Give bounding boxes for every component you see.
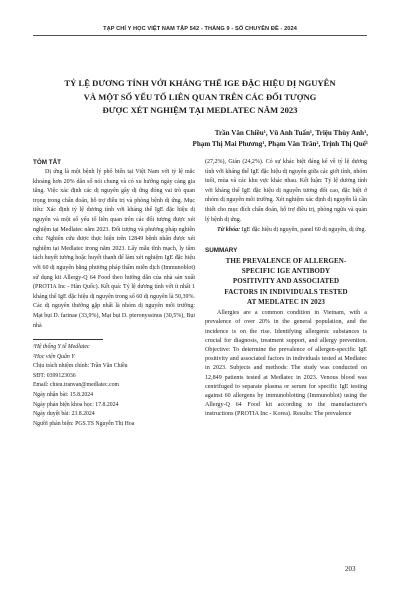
abstract-body: Dị ứng là một bệnh lý phổ biến tại Việt Nam với tỷ lệ mắc khoảng hơn 20% dân số nói chung và có xu hướng ngày càng gia tăng. Việc xác định các dị nguyên gây dị ứng đóng vai trò quan trọng trong chẩn đoán, hỗ trợ điều trị và phòng bệnh dị ứng. Mục tiêu: Xác định tỷ lệ dương tính với kháng thể IgE đặc hiệu dị nguyên và một số yếu tố liên quan trên các đối tượng được xét nghiệm tại Medlatec năm 2023. Đối tượng và phương pháp nghiên cứu: Nghiên cứu được thực hiện trên 12849 bệnh nhân được xét nghiệm tại Medlatec trong năm 2023. Lấy mẫu tĩnh mạch, ly tâm tách huyết tương hoặc huyết thanh để làm xét nghiệm IgE đặc hiệu với 60 dị nguyên bằng phương pháp thấm miễn dịch (Immunoblot) sử dụng kit Allergy-Q 64 Food theo hướng dẫn của nhà sản xuất (PROTIA Inc - Hàn Quốc). Kết quả: Tỷ lệ dương tính với ít nhất 1 kháng thể IgE đặc hiệu dị nguyên trong số 60 dị nguyên là 50,39%. Các dị nguyên thường gặp nhất là nhóm dị nguyên môi trường: Mạt bụi D. farinae (33,9%), Mạt bụi D. pteronyssinus (30,5%), Bụi nhà — [33, 169, 195, 329]
author-list — [140, 128, 368, 149]
journal-header: TẠP CHÍ Y HỌC VIỆT NAM TẬP 542 - THÁNG 9 - SỐ CHUYÊN ĐỀ - 2024 — [103, 26, 297, 32]
english-title-line: SPECIFIC IGE ANTIBODY — [241, 267, 331, 276]
english-title-line: AT MEDLATEC IN 2023 — [247, 297, 325, 306]
author-line: Trần Văn Chiều¹, Vũ Anh Tuấn¹, Triệu Thùy Anh¹, — [214, 129, 368, 137]
left-column — [33, 158, 195, 429]
abstract-heading: TÓM TẮT — [33, 159, 61, 166]
footnote-divider — [33, 339, 103, 340]
article-title — [33, 77, 367, 118]
page-number: 203 — [345, 565, 356, 573]
phone-number: SĐT: 0399123036 — [33, 372, 76, 379]
abstract-continuation: (27,2%), Gián (24,2%). Có sự khác biệt đáng kể về tỷ lệ dương tính với kháng thể IgE đặc hiệu dị nguyên giữa các giới tính, nhóm tuổi, mùa và các khu vực khác nhau. Kết luận: Tỷ lệ dương tính với kháng thể IgE đặc hiệu dị nguyên tương đối cao, đặc biệt ở nhóm dị nguyên môi trường. Xét nghiệm xác định dị nguyên là cần thiết cho mục đích chẩn đoán, hỗ trợ điều trị, phòng ngừa và quản lý bệnh dị ứng. — [205, 159, 367, 223]
title-line: ĐƯỢC XÉT NGHIỆM TẠI MEDLATEC NĂM 2023 — [102, 105, 298, 115]
title-line: VÀ MỘT SỐ YẾU TỐ LIÊN QUAN TRÊN CÁC ĐỐI TƯỢNG — [83, 91, 317, 102]
affiliation-2: ²Học viện Quân Y — [33, 353, 75, 360]
corresponding-author: Chịu trách nhiệm chính: Trần Văn Chiều — [33, 363, 128, 370]
keywords-text: IgE đặc hiệu dị nguyên, panel 60 dị nguyên, dị ứng. — [240, 227, 367, 234]
received-date: Ngày nhận bài: 15.8.2024 — [33, 392, 94, 399]
english-title-line: THE PREVALENCE OF ALLERGEN- — [225, 256, 347, 265]
right-column — [205, 158, 367, 420]
summary-heading: SUMMARY — [205, 246, 238, 254]
email-address: Email: chieu.tranvan@medlatec.com — [33, 382, 119, 389]
review-date: Ngày phản biện khoa học: 17.8.2024 — [33, 401, 119, 408]
summary-body: Allergies are a common condition in Vietnam, with a prevalence of over 20% in the general population, and the incidence is on the rise. Identifying allergenic substances is crucial for diagnosis, treatment support, and allergy prevention. Objective: To determine the prevalence of allergen-specific IgE positivity and associated factors in individuals tested at Medlatec in 2023. Subjects and methods: The study was conducted on 12,849 patients tested at Medlatec in 2023. Venous blood was centrifuged to separate plasma or serum for specific IgE testing against 60 allergens by immunoblotting (Immunoblot) using the Allergy-Q 64 Food kit according to the manufacturer's instructions (PROTIA Inc - Korea). Results: The prevalence — [205, 310, 367, 418]
author-line: Phạm Thị Mai Phương¹, Phạm Văn Trân², Trịnh Thị Quế¹ — [192, 139, 368, 148]
reviewer-name: Người phản biện: PGS.TS Nguyễn Thị Hoa — [33, 420, 135, 427]
english-title — [205, 256, 367, 307]
english-title-line: FACTORS IN INDIVIDUALS TESTED — [224, 287, 348, 296]
affiliation-1: ¹Hệ thống Y tế Medlatec — [33, 344, 90, 351]
keywords-label: Từ khóa: — [217, 227, 241, 234]
english-title-line: POSITIVITY AND ASSOCIATED — [232, 277, 340, 286]
header-divider — [33, 35, 367, 36]
title-line: TỶ LỆ DƯƠNG TÍNH VỚI KHÁNG THỂ IGE ĐẶC HIỆU DỊ NGUYÊN — [64, 78, 336, 88]
accepted-date: Ngày duyệt bài: 23.8.2024 — [33, 411, 95, 418]
keywords — [205, 226, 367, 236]
